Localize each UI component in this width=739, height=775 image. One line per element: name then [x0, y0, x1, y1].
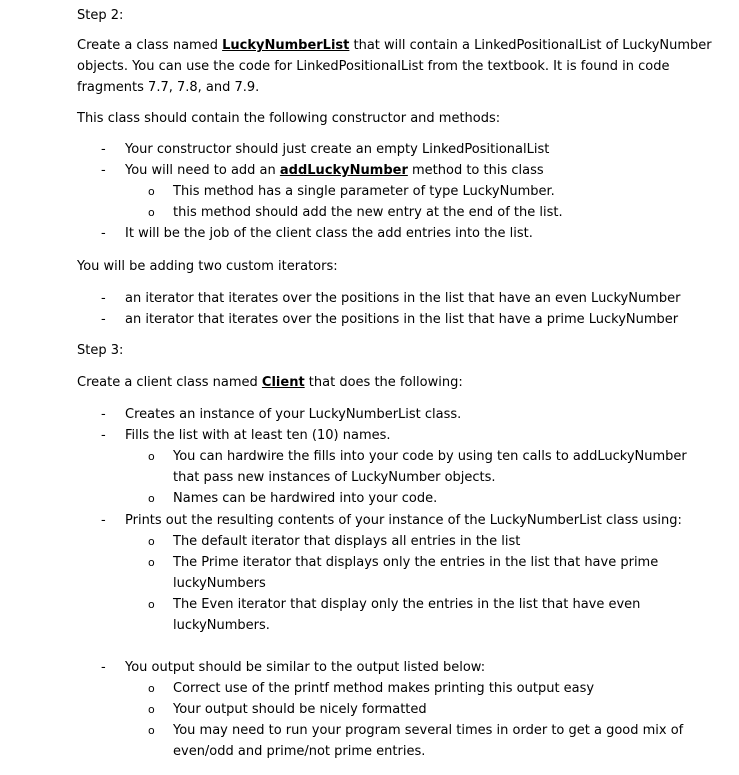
bullet-circle: o — [148, 703, 155, 716]
step3-sub-even-iterator-line1: The Even iterator that display only the entries in the list that have even — [173, 597, 641, 612]
step3-sub-prime-iterator-line1: The Prime iterator that displays only the entries in the list that have prime — [173, 555, 659, 570]
class-name-luckynumberlist: LuckyNumberList — [222, 38, 350, 53]
step3-item-print: Prints out the resulting contents of your instance of the LuckyNumberList class using: — [125, 513, 682, 528]
step3-item-create-instance: Creates an instance of your LuckyNumberList class. — [125, 407, 462, 422]
bullet-dash: - — [101, 312, 106, 327]
step2-item2-text-b: method to this class — [407, 163, 544, 178]
step3-sub-hardwire-line1: You can hardwire the fills into your code by using ten calls to addLuckyNumber — [173, 449, 687, 464]
step2-intro-line1 — [77, 35, 712, 56]
bullet-dash: - — [101, 407, 106, 422]
step3-sub-hardwire-line2: that pass new instances of LuckyNumber objects. — [173, 470, 496, 485]
step2-item-method — [125, 160, 544, 181]
bullet-dash: - — [101, 428, 106, 443]
class-name-client: Client — [261, 375, 305, 390]
step2-heading: Step 2: — [77, 8, 124, 23]
step2-iterator-even: an iterator that iterates over the positions in the list that have an even LuckyNumber — [125, 291, 681, 306]
step3-sub-run-several-line2: even/odd and prime/not prime entries. — [173, 744, 426, 759]
bullet-circle: o — [148, 682, 155, 695]
step2-intro-line3: fragments 7.7, 7.8, and 7.9. — [77, 80, 260, 95]
step3-sub-even-iterator-line2: luckyNumbers. — [173, 618, 270, 633]
step3-sub-run-several-line1: You may need to run your program several times in order to get a good mix of — [173, 723, 684, 738]
step2-intro-text-b: that will contain a LinkedPositionalList of LuckyNumber — [349, 38, 712, 53]
step3-sub-names: Names can be hardwired into your code. — [173, 491, 438, 506]
bullet-dash: - — [101, 660, 106, 675]
step3-sub-prime-iterator-line2: luckyNumbers — [173, 576, 266, 591]
step3-sub-formatted: Your output should be nicely formatted — [173, 702, 427, 717]
step3-item-fill-list: Fills the list with at least ten (10) names. — [125, 428, 391, 443]
bullet-circle: o — [148, 492, 155, 505]
step2-item2-text-a: You will need to add an — [125, 163, 280, 178]
step3-intro — [77, 372, 463, 393]
step2-intro-text-a: Create a class named — [77, 38, 223, 53]
step3-heading: Step 3: — [77, 343, 124, 358]
step3-sub-default-iterator: The default iterator that displays all entries in the list — [173, 534, 521, 549]
step2-iterators-intro: You will be adding two custom iterators: — [77, 259, 338, 274]
bullet-circle: o — [148, 206, 155, 219]
step2-contains: This class should contain the following constructor and methods: — [77, 111, 501, 126]
step2-item-client-job: It will be the job of the client class the add entries into the list. — [125, 226, 533, 241]
bullet-dash: - — [101, 142, 106, 157]
bullet-dash: - — [101, 513, 106, 528]
bullet-dash: - — [101, 291, 106, 306]
bullet-dash: - — [101, 163, 106, 178]
bullet-circle: o — [148, 724, 155, 737]
step3-sub-printf: Correct use of the printf method makes printing this output easy — [173, 681, 595, 696]
bullet-circle: o — [148, 556, 155, 569]
bullet-dash: - — [101, 226, 106, 241]
bullet-circle: o — [148, 185, 155, 198]
bullet-circle: o — [148, 535, 155, 548]
step2-item-constructor: Your constructor should just create an empty LinkedPositionalList — [125, 142, 550, 157]
step2-intro-line2: objects. You can use the code for LinkedPositionalList from the textbook. It is found in code — [77, 59, 670, 74]
bullet-circle: o — [148, 598, 155, 611]
step2-sub-append: this method should add the new entry at the end of the list. — [173, 205, 563, 220]
step2-iterator-prime: an iterator that iterates over the positions in the list that have a prime LuckyNumber — [125, 312, 679, 327]
step3-intro-text-b: that does the following: — [304, 375, 463, 390]
method-name-addluckynumber: addLuckyNumber — [279, 163, 408, 178]
step3-intro-text-a: Create a client class named — [77, 375, 262, 390]
step2-sub-parameter: This method has a single parameter of type LuckyNumber. — [173, 184, 555, 199]
step3-item-output: You output should be similar to the output listed below: — [125, 660, 486, 675]
bullet-circle: o — [148, 450, 155, 463]
